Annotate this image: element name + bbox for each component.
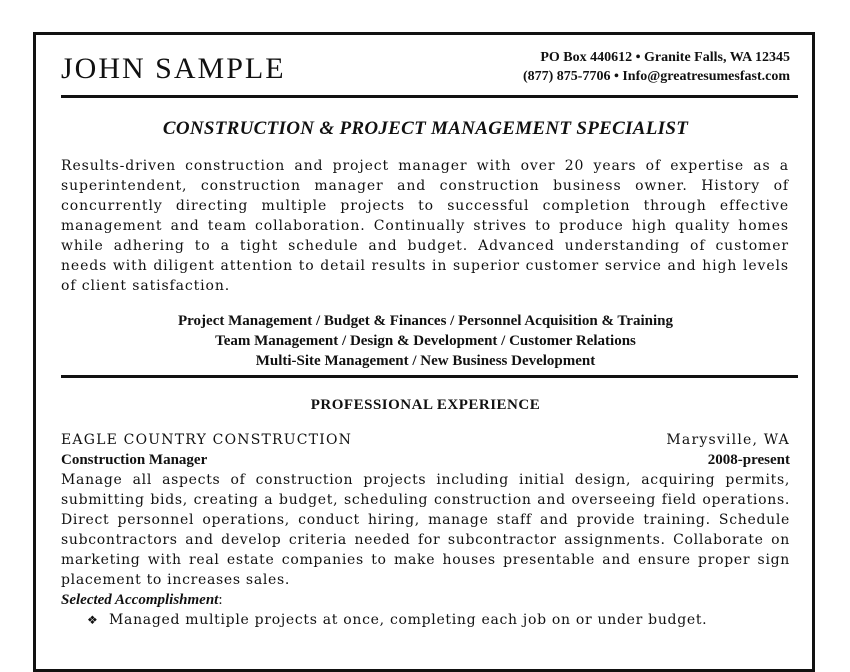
accomplishment-heading-text: Selected Accomplishment bbox=[61, 592, 219, 608]
job-location: Marysville, WA bbox=[666, 432, 790, 448]
job-entry bbox=[61, 430, 790, 630]
contact-phone-email: (877) 875-7706 • Info@greatresumesfast.com bbox=[522, 69, 790, 84]
list-item bbox=[87, 610, 790, 630]
candidate-name: JOHN SAMPLE bbox=[61, 52, 286, 85]
job-company-row bbox=[61, 430, 790, 450]
resume-header bbox=[61, 48, 790, 92]
skills-line: Project Management / Budget & Finances / Personnel Acquisition & Training bbox=[178, 313, 673, 329]
diamond-bullet-icon: ❖ bbox=[87, 613, 99, 627]
professional-title: CONSTRUCTION & PROJECT MANAGEMENT SPECIALIST bbox=[162, 118, 689, 139]
job-dates: 2008-present bbox=[707, 452, 790, 468]
core-skills bbox=[61, 311, 790, 371]
contact-info bbox=[523, 48, 790, 86]
experience-heading: PROFESSIONAL EXPERIENCE bbox=[310, 397, 541, 413]
job-role-row bbox=[61, 450, 790, 470]
section-divider bbox=[61, 375, 798, 378]
accomplishment-list bbox=[61, 610, 790, 630]
accomplishment-heading-colon: : bbox=[218, 592, 223, 608]
accomplishment-heading bbox=[61, 590, 790, 610]
skills-line: Team Management / Design & Development / Customer Relations bbox=[215, 333, 636, 349]
job-company: EAGLE COUNTRY CONSTRUCTION bbox=[61, 432, 353, 448]
job-description: Manage all aspects of construction projects including initial design, acquiring permits, submitting bids, creating a budget, scheduling construction and overseeing field operations. Direct personnel operations, conduct hiring, manage staff and provide training. Schedule subcontractors and develop criteria needed for subcontractor assignments. Collaborate on marketing with real estate companies to make houses presentable and ensure proper sign placement to increases sales. bbox=[61, 472, 790, 588]
job-role: Construction Manager bbox=[61, 452, 208, 468]
contact-address: PO Box 440612 • Granite Falls, WA 12345 bbox=[540, 50, 790, 65]
skills-line: Multi-Site Management / New Business Development bbox=[255, 353, 596, 369]
header-divider bbox=[61, 95, 798, 98]
accomplishment-text: Managed multiple projects at once, completing each job on or under budget. bbox=[109, 612, 708, 628]
summary-paragraph: Results-driven construction and project manager with over 20 years of expertise as a superintendent, construction manager and construction business owner. History of concurrently directing multiple projects to successful completion through effective management and team collaboration. Continually strives to produce high quality homes while adhering to a tight schedule and budget. Advanced understanding of customer needs with diligent attention to detail results in superior customer service and high levels of client satisfaction. bbox=[61, 158, 789, 294]
